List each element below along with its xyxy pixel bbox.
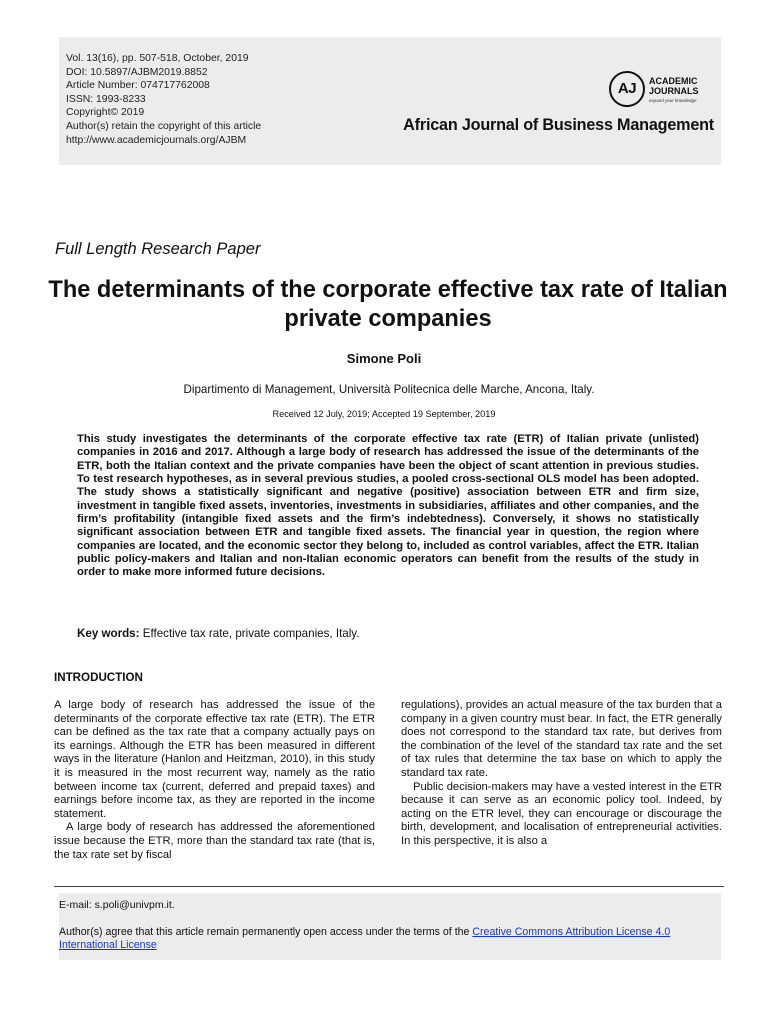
license-text: Author(s) agree that this article remain permanently open access under the terms of the [59, 926, 473, 938]
logo-line-academic: ACADEMIC [649, 76, 698, 86]
author-email: E-mail: s.poli@univpm.it. [59, 899, 175, 911]
volume-line: Vol. 13(16), pp. 507-518, October, 2019 [66, 53, 249, 64]
aj-logo-icon: AJ [609, 71, 645, 107]
author-affiliation: Dipartimento di Management, Università Politecnica delle Marche, Ancona, Italy. [183, 383, 595, 396]
keywords-list: Effective tax rate, private companies, Italy. [142, 627, 360, 640]
section-heading-introduction: INTRODUCTION [54, 671, 143, 684]
doi-line: DOI: 10.5897/AJBM2019.8852 [66, 66, 208, 78]
keywords [77, 627, 359, 640]
issn-line: ISSN: 1993-8233 [66, 93, 146, 105]
paragraph: regulations), provides an actual measure of the tax burden that a company in a given country must bear. In fact, the ETR generally does not correspond to the standard tax rate, but derives from the combination of the level of the standard tax rate and the set of tax rules that determine the tax base on which to apply the standard tax rate. [401, 699, 722, 779]
logo-line-journals: JOURNALS [649, 86, 699, 96]
received-accepted-dates: Received 12 July, 2019; Accepted 19 September, 2019 [272, 409, 496, 419]
paragraph: A large body of research has addressed the issue of the determinants of the corporate effective tax rate (ETR). The ETR can be defined as the tax rate that a company actually pays on its earnings. Although the ETR has been measured in different ways in the literature (Hanlon and Heitzman, 2010), in this study it is measured in the most recurrent way, namely as the ratio between income tax (current, deferred and prepaid taxes) and earnings before income tax, as they are reported in the income statement. [54, 699, 375, 820]
paper-type: Full Length Research Paper [55, 240, 261, 258]
body-column-right [401, 699, 722, 849]
author-name: Simone Poli [346, 351, 422, 366]
paper-title: The determinants of the corporate effective tax rate of Italian private companies [48, 277, 728, 332]
abstract: This study investigates the determinants of the corporate effective tax rate (ETR) of Italian private (unlisted) companies in 2016 and 2017. Although a large body of research has addressed the issue of the determinants of the ETR, both the Italian context and the private companies have been the object of scant attention in previous studies. To test research hypotheses, as in several previous studies, a pooled cross-sectional OLS model has been adopted. The study shows a statistically significant and negative (positive) association between ETR and firm size, investment in tangible fixed assets, inventories, investments in subsidiaries, affiliates and other companies, and the firm’s profitability (intangible fixed assets and the firm’s indebtedness). Conversely, it shows no statistically significant association between ETR and tangible fixed assets. The financial year in question, the region where companies are located, and the economic sector they belong to, included as control variables, affect the ETR. Italian public policy-makers and Italian and non-Italian economic operators can benefit from the results of the study in order to make more informed future decisions. [77, 433, 699, 579]
journal-url-line[interactable]: http://www.academicjournals.org/AJBM [66, 134, 247, 146]
logo-wordmark [649, 76, 699, 96]
journal-header [59, 37, 721, 165]
body-column-left [54, 699, 375, 862]
academic-journals-logo [609, 71, 719, 111]
license-link[interactable]: Creative Commons Attribution License 4.0 International License [59, 926, 671, 951]
paragraph: Public decision-makers may have a vested interest in the ETR because it can serve as an economic policy tool. Indeed, by acting on the ETR level, they can encourage or discourage the birth, development, and localisation of entrepreneurial activities. In this perspective, it is also a [401, 780, 722, 847]
article-number-line: Article Number: 074717762008 [66, 80, 210, 92]
keywords-label: Key words: [77, 627, 140, 640]
paragraph: A large body of research has addressed the aforementioned issue because the ETR, more than the standard tax rate (that is, the tax rate set by fiscal [54, 821, 375, 861]
license-notice [59, 926, 721, 952]
article-metadata [66, 52, 261, 147]
journal-name: African Journal of Business Management [403, 116, 714, 134]
footnote-box [59, 893, 721, 960]
logo-tagline: expand your knowledge [649, 98, 697, 103]
rights-line: Author(s) retain the copyright of this article [66, 120, 262, 132]
copyright-line: Copyright© 2019 [66, 107, 145, 119]
footnote-divider [54, 886, 724, 887]
